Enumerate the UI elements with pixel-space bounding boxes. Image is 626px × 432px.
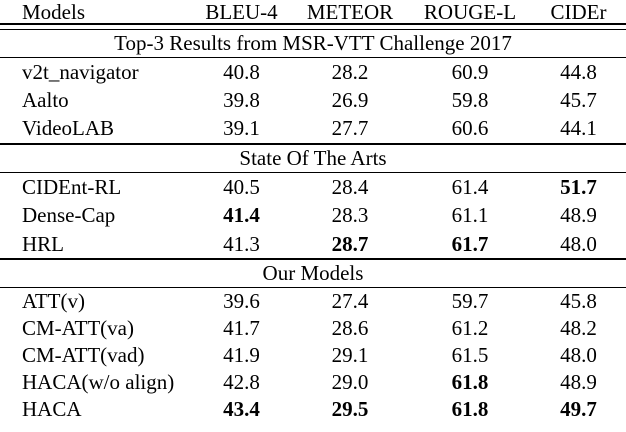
- table-row-cm-att-vad: [0, 342, 626, 369]
- table-row-haca-wo-align: [0, 369, 626, 396]
- metric-value-best: 51.7: [560, 174, 597, 199]
- metric-value: 48.0: [560, 231, 597, 256]
- model-name: CIDEnt-RL: [22, 174, 122, 199]
- metric-value: 29.1: [331, 343, 369, 368]
- table-row-att-v: [0, 288, 626, 315]
- metric-value: 59.8: [451, 88, 489, 113]
- metric-value: 40.8: [223, 59, 260, 84]
- metric-value: 61.5: [451, 343, 489, 368]
- model-name: Aalto: [22, 88, 69, 113]
- metric-value: 39.1: [223, 116, 260, 141]
- column-header-models: Models: [22, 0, 85, 24]
- metric-value: 45.8: [560, 289, 597, 314]
- model-name: HACA(w/o align): [22, 370, 175, 395]
- metric-value: 41.3: [223, 231, 260, 256]
- metric-value: 48.0: [560, 343, 597, 368]
- section-title-text: State Of The Arts: [239, 146, 387, 171]
- model-name: Dense-Cap: [22, 203, 116, 228]
- metric-value: 60.9: [451, 59, 489, 84]
- metric-value: 48.9: [560, 370, 597, 395]
- column-header-meteor: METEOR: [306, 0, 394, 24]
- our-models-rows: [0, 288, 626, 423]
- metric-value: 60.6: [451, 116, 489, 141]
- column-header-cider: CIDEr: [550, 0, 607, 24]
- metric-value: 26.9: [331, 88, 369, 113]
- table-row-v2t-navigator: [0, 58, 626, 86]
- metric-value-best: 61.8: [451, 370, 489, 395]
- table-row-haca: [0, 396, 626, 423]
- metric-value: 42.8: [223, 370, 260, 395]
- metric-value: 28.4: [331, 174, 369, 199]
- metric-value: 44.1: [560, 116, 597, 141]
- metric-value: 39.8: [223, 88, 260, 113]
- table-row-dense-cap: [0, 202, 626, 230]
- table-row-cident-rl: [0, 173, 626, 201]
- metric-value-best: 41.4: [223, 203, 260, 228]
- metric-value-best: 49.7: [560, 397, 597, 422]
- metric-value-best: 61.7: [451, 231, 489, 256]
- metric-value: 44.8: [560, 59, 597, 84]
- metric-value-best: 28.7: [331, 231, 369, 256]
- metric-value: 61.4: [451, 174, 489, 199]
- metric-value: 59.7: [451, 289, 489, 314]
- table-row-hrl: [0, 230, 626, 258]
- metric-value-best: 43.4: [223, 397, 260, 422]
- metric-value: 27.4: [331, 289, 369, 314]
- table-row-videolab: [0, 115, 626, 143]
- model-name: CM-ATT(va): [22, 316, 134, 341]
- metric-value: 40.5: [223, 174, 260, 199]
- metric-value: 61.2: [451, 316, 489, 341]
- table-row-aalto: [0, 86, 626, 114]
- section-title-msrvtt-challenge: [0, 30, 626, 57]
- metric-value-best: 61.8: [451, 397, 489, 422]
- table-header-row: [0, 0, 626, 23]
- metric-value: 29.0: [331, 370, 369, 395]
- model-name: ATT(v): [22, 289, 85, 314]
- model-name: HRL: [22, 231, 64, 256]
- column-header-bleu4: BLEU-4: [205, 0, 278, 24]
- metric-value: 48.9: [560, 203, 597, 228]
- metric-value: 27.7: [331, 116, 369, 141]
- model-name: CM-ATT(vad): [22, 343, 145, 368]
- metric-value: 28.2: [331, 59, 369, 84]
- metric-value: 61.1: [451, 203, 489, 228]
- section-title-text: Top-3 Results from MSR-VTT Challenge 2017: [114, 31, 512, 55]
- model-name: HACA: [22, 397, 82, 422]
- metric-value: 39.6: [223, 289, 260, 314]
- metric-value: 41.7: [223, 316, 260, 341]
- section-title-text: Our Models: [262, 261, 364, 286]
- metric-value: 28.6: [331, 316, 369, 341]
- section-title-state-of-the-arts: [0, 145, 626, 172]
- metric-value: 28.3: [331, 203, 369, 228]
- metric-value: 41.9: [223, 343, 260, 368]
- metric-value: 48.2: [560, 316, 597, 341]
- model-name: v2t_navigator: [22, 59, 139, 84]
- section-title-our-models: [0, 260, 626, 287]
- column-header-rougel: ROUGE-L: [423, 0, 517, 24]
- table-row-cm-att-va: [0, 315, 626, 342]
- model-name: VideoLAB: [22, 116, 115, 141]
- metric-value-best: 29.5: [331, 397, 369, 422]
- metric-value: 45.7: [560, 88, 597, 113]
